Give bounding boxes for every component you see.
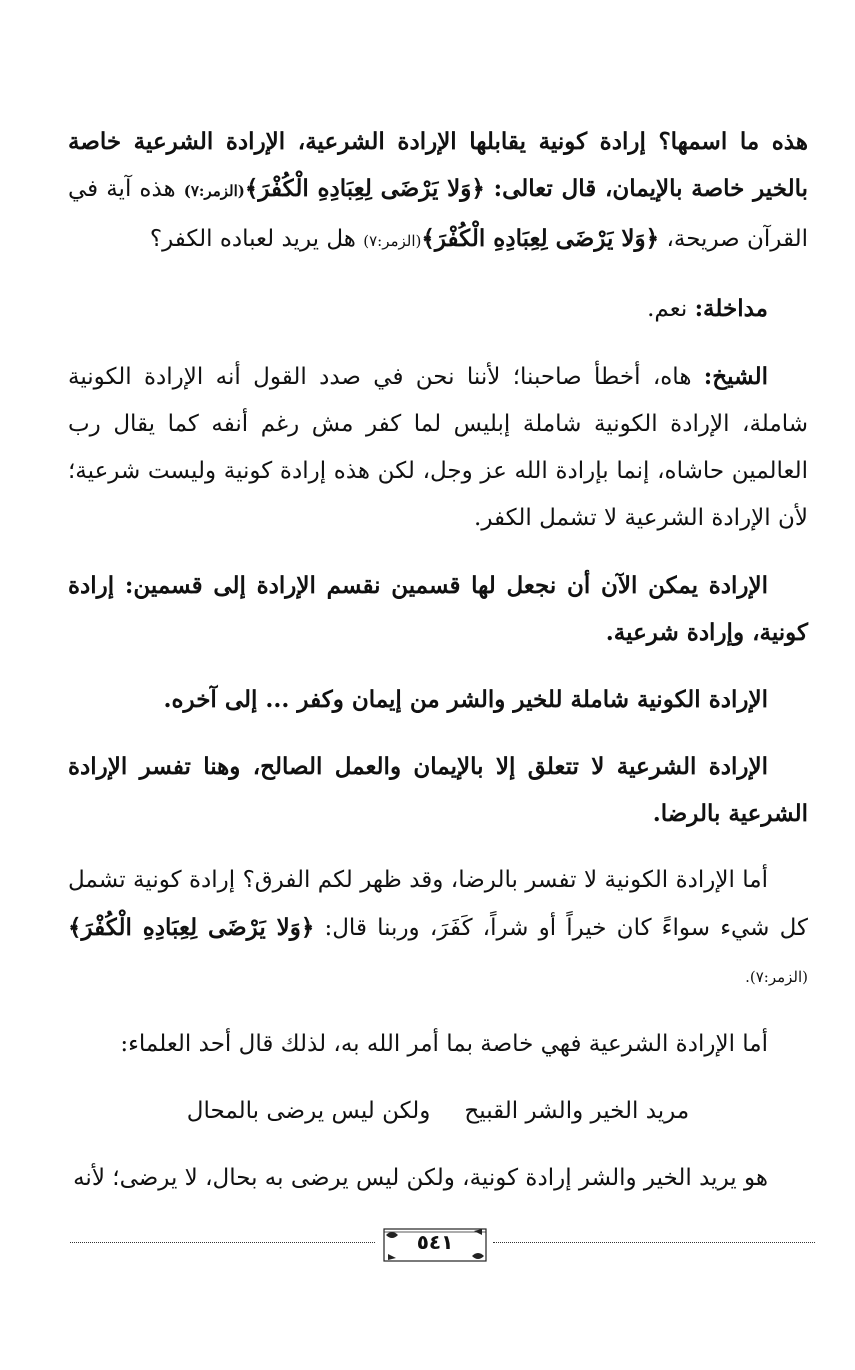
poem-verse	[68, 1088, 808, 1135]
paragraph-4-text: الإرادة يمكن الآن أن نجعل لها قسمين نقسم الإرادة إلى قسمين: إرادة كونية، وإرادة شرعية.	[68, 572, 808, 646]
page-footer	[70, 1226, 815, 1276]
paragraph-9-text: هو يريد الخير والشر إرادة كونية، ولكن ليس يرضى به بحال، لا يرضى؛ لأنه	[73, 1165, 768, 1191]
footer-rule-right	[493, 1242, 815, 1243]
page-body	[68, 118, 808, 1222]
paragraph-4	[68, 562, 808, 656]
poem-hemistich-2: ولكن ليس يرضى بالمحال	[186, 1098, 431, 1124]
quran-reference-2: (الزمر:٧)	[363, 232, 422, 250]
paragraph-7-text-a: أما الإرادة الكونية لا تفسر بالرضا، وقد ظهر لكم الفرق؟ إرادة كونية تشمل كل شيء سواءً كان خيراً أو شراً، كَفَرَ، وربنا قال:	[68, 867, 808, 941]
paragraph-9	[68, 1155, 808, 1202]
paragraph-1	[68, 118, 808, 265]
poem-hemistich-1: مريد الخير والشر القبيح	[464, 1098, 690, 1124]
paragraph-5	[68, 676, 808, 723]
paragraph-6	[68, 743, 808, 837]
page-number: ٥٤١	[416, 1230, 454, 1254]
paragraph-2	[68, 285, 808, 333]
paragraph-3	[68, 353, 808, 542]
paragraph-1-text-a: هذه ما اسمها؟ إرادة كونية يقابلها الإرادة الشرعية، الإرادة الشرعية خاصة بالخير خاصة بالإيمان، قال تعالى:	[68, 128, 809, 202]
quran-verse-1: ﴿وَلا يَرْضَى لِعِبَادِهِ الْكُفْرَ﴾	[244, 175, 485, 202]
speaker-label-sheikh: الشيخ:	[703, 363, 768, 390]
paragraph-3-text: هاه، أخطأ صاحبنا؛ لأننا نحن في صدد القول أنه الإرادة الكونية شاملة، الإرادة الكونية شاملة إبليس لما كفر مش رغم أنفه كما يقال رب العالمين حاشاه، إنما بإرادة الله عز وجل، لكن هذه إرادة كونية وليست شرعية؛ لأن الإرادة الشرعية لا تشمل الكفر.	[68, 364, 808, 531]
page-number-frame	[380, 1226, 490, 1266]
paragraph-8	[68, 1021, 808, 1068]
paragraph-7	[68, 857, 808, 1001]
paragraph-6-text: الإرادة الشرعية لا تتعلق إلا بالإيمان والعمل الصالح، وهنا تفسر الإرادة الشرعية بالرضا.	[68, 753, 808, 827]
quran-verse-2: ﴿وَلا يَرْضَى لِعِبَادِهِ الْكُفْرَ﴾	[421, 225, 660, 252]
speaker-label-interjection: مداخلة:	[694, 295, 768, 322]
quran-verse-3: ﴿وَلا يَرْضَى لِعِبَادِهِ الْكُفْرَ﴾	[68, 914, 315, 941]
quran-reference-1: (الزمر:٧)	[183, 182, 245, 200]
paragraph-1-text-c: هل يريد لعباده الكفر؟	[149, 226, 364, 252]
footer-rule-left	[70, 1242, 375, 1243]
quran-reference-3: (الزمر:٧).	[745, 968, 808, 986]
paragraph-2-text: نعم.	[647, 296, 695, 322]
paragraph-5-text: الإرادة الكونية شاملة للخير والشر من إيمان وكفر ... إلى آخره.	[163, 686, 768, 713]
paragraph-8-text: أما الإرادة الشرعية فهي خاصة بما أمر الله به، لذلك قال أحد العلماء:	[120, 1031, 768, 1057]
paragraph-1-text-b: هذه آية في القرآن صريحة،	[68, 176, 808, 252]
